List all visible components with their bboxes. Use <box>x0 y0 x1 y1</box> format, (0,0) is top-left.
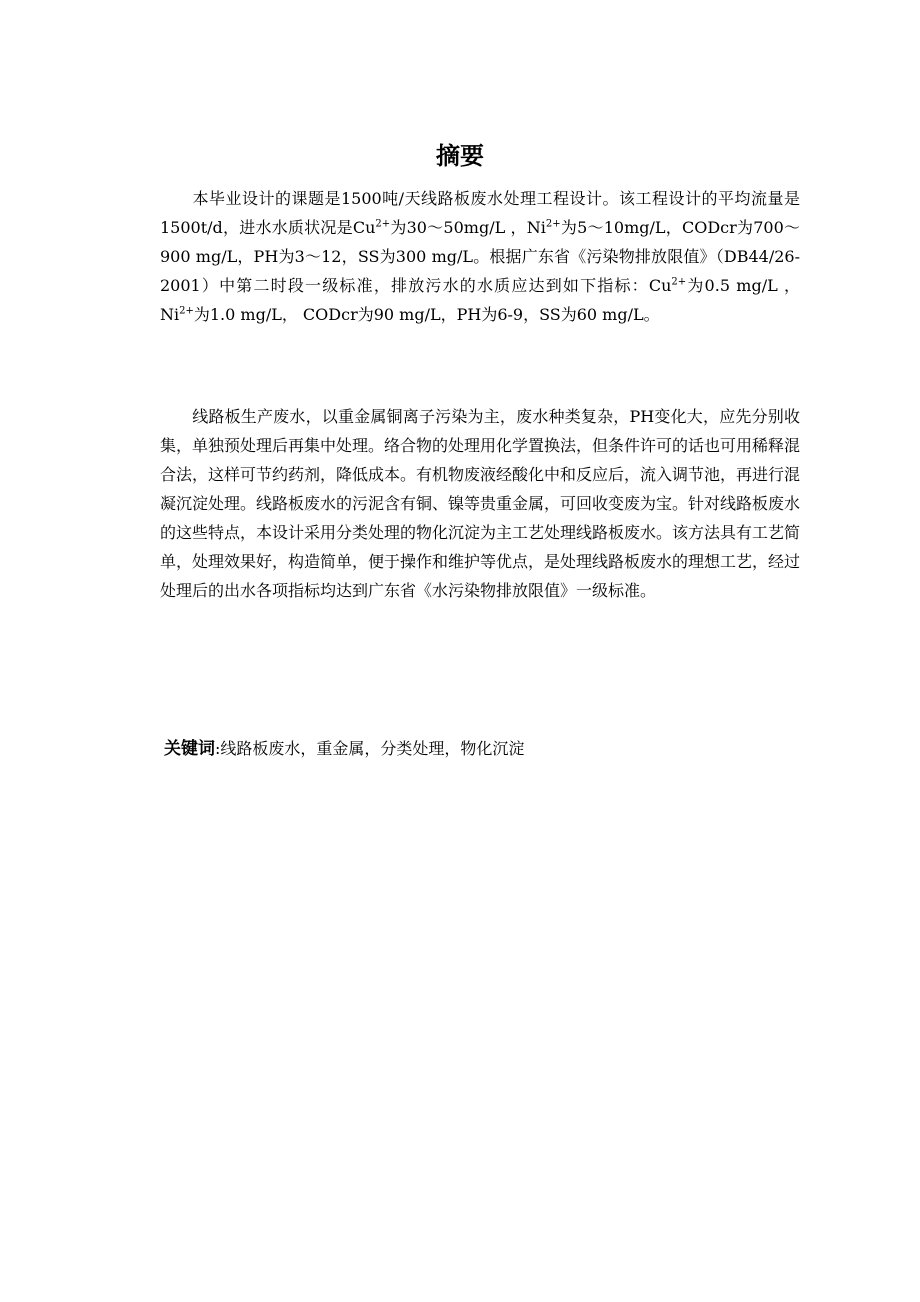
paragraph-1-text-1: 本毕业设计的课题是1500吨/天线路板废水处理工程设计。该工程设计的平均流量是1500t/d，进水水质状况是Cu <box>160 189 800 237</box>
keywords-label: 关键词 <box>164 739 215 759</box>
paragraph-1-text-5: 为1.0 mg/L， CODcr为90 mg/L，PH为6-9，SS为60 mg/L。 <box>193 305 660 324</box>
abstract-paragraph-2 <box>160 402 800 605</box>
superscript-cu-1: 2+ <box>375 218 391 230</box>
superscript-ni-1: 2+ <box>545 218 561 230</box>
superscript-ni-2: 2+ <box>179 305 194 317</box>
keywords-line <box>164 734 804 764</box>
keywords-separator: : <box>215 739 221 758</box>
paragraph-2-text: 线路板生产废水，以重金属铜离子污染为主，废水种类复杂，PH变化大，应先分别收集，单独预处理后再集中处理。络合物的处理用化学置换法，但条件许可的话也可用稀释混合法，这样可节约药剂，降低成本。有机物废液经酸化中和反应后，流入调节池，再进行混凝沉淀处理。线路板废水的污泥含有铜、镍等贵重金属，可回收变废为宝。针对线路板废水的这些特点，本设计采用分类处理的物化沉淀为主工艺处理线路板废水。该方法具有工艺简单，处理效果好，构造简单，便于操作和维护等优点，是处理线路板废水的理想工艺，经过处理后的出水各项指标均达到广东省《水污染物排放限值》一级标准。 <box>160 407 801 600</box>
abstract-title: 摘要 <box>436 142 484 170</box>
paragraph-1-text-4: 为0.5 mg/L ，Ni <box>160 276 800 324</box>
keywords-text: 线路板废水，重金属，分类处理，物化沉淀 <box>220 739 525 758</box>
paragraph-1-text-3: 为5～10mg/L，CODcr为700～900 mg/L，PH为3～12，SS为300 mg/L。根据广东省《污染物排放限值》（DB44/26-2001）中第二时段一级标准，排放污水的水质应达到如下指标：Cu <box>160 218 800 295</box>
abstract-paragraph-1 <box>160 184 800 329</box>
paragraph-1-text-2: 为30～50mg/L ，Ni <box>390 218 546 237</box>
superscript-cu-2: 2+ <box>671 276 687 288</box>
